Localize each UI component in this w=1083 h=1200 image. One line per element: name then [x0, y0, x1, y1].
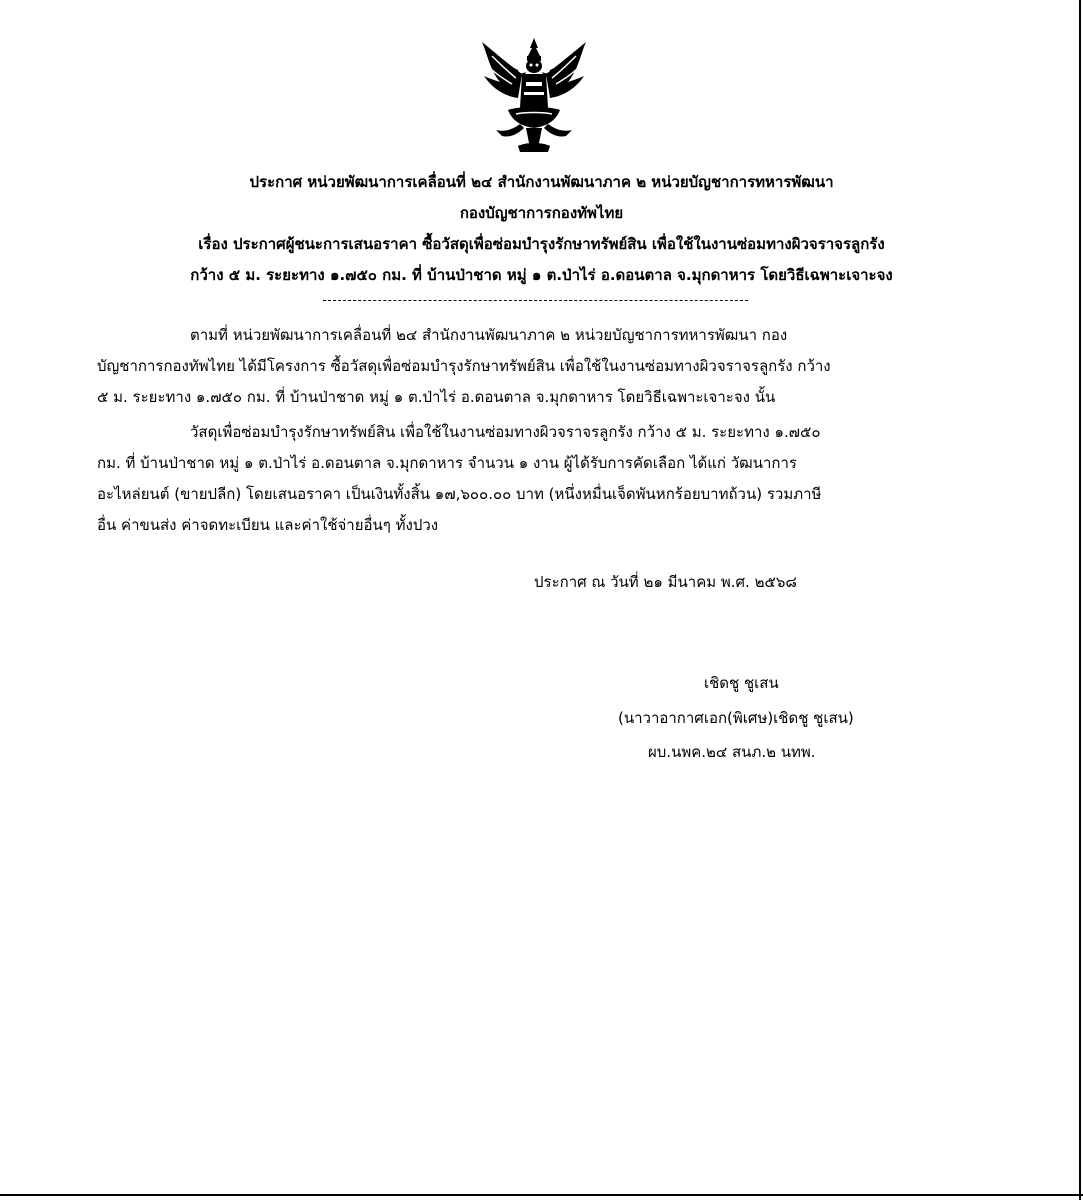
heading-title: ประกาศ หน่วยพัฒนาการเคลื่อนที่ ๒๔ สำนักงานพัฒนาภาค ๒ หน่วยบัญชาการทหารพัฒนา	[249, 173, 834, 191]
paragraph2-line1: วัสดุเพื่อซ่อมบำรุงรักษาทรัพย์สิน เพื่อใช้ในงานซ่อมทางผิวจราจรลูกรัง กว้าง ๕ ม. ระยะทาง ๑.๗๕๐	[190, 423, 821, 441]
signatory-position: ผบ.นพค.๒๔ สนภ.๒ นทพ.	[648, 743, 816, 761]
scan-border-bottom	[0, 1194, 1083, 1196]
paragraph2-line4: อื่น ค่าขนส่ง ค่าจดทะเบียน และค่าใช้จ่ายอื่นๆ ทั้งปวง	[97, 516, 439, 534]
garuda-emblem-icon	[478, 36, 590, 154]
paragraph2-line2: กม. ที่ บ้านป่าชาด หมู่ ๑ ต.ป่าไร่ อ.ดอนตาล จ.มุกดาหาร จำนวน ๑ งาน ผู้ได้รับการคัดเลือก ได้แก่ วัฒนาการ	[97, 454, 797, 472]
announcement-date: ประกาศ ณ วันที่ ๒๑ มีนาคม พ.ศ. ๒๕๖๘	[534, 573, 797, 591]
heading-subject: เรื่อง ประกาศผู้ชนะการเสนอราคา ซื้อวัสดุเพื่อซ่อมบำรุงรักษาทรัพย์สิน เพื่อใช้ในงานซ่อมทางผิวจราจรลูกรัง	[198, 235, 885, 253]
paragraph1-line1: ตามที่ หน่วยพัฒนาการเคลื่อนที่ ๒๔ สำนักงานพัฒนาภาค ๒ หน่วยบัญชาการทหารพัฒนา กอง	[190, 326, 788, 344]
signature-name: เชิดชู ชูเสน	[704, 674, 779, 692]
paragraph1-line3: ๕ ม. ระยะทาง ๑.๗๕๐ กม. ที่ บ้านป่าชาด หมู่ ๑ ต.ป่าไร่ อ.ดอนตาล จ.มุกดาหาร โดยวิธีเฉพาะเจาะจง นั้น	[97, 388, 776, 406]
heading-divider	[323, 300, 748, 301]
heading-subject-continued: กว้าง ๕ ม. ระยะทาง ๑.๗๕๐ กม. ที่ บ้านป่าชาด หมู่ ๑ ต.ป่าไร่ อ.ดอนตาล จ.มุกดาหาร โดยวิธีเฉพาะเจาะจง	[190, 266, 893, 284]
heading-organization: กองบัญชาการกองทัพไทย	[459, 204, 624, 222]
paragraph2-line3: อะไหล่ยนต์ (ขายปลีก) โดยเสนอราคา เป็นเงินทั้งสิ้น ๑๗,๖๐๐.๐๐ บาท (หนึ่งหมื่นเจ็ดพันหกร้อยบาทถ้วน) รวมภาษี	[97, 485, 822, 503]
paragraph1-line2: บัญชาการกองทัพไทย ได้มีโครงการ ซื้อวัสดุเพื่อซ่อมบำรุงรักษาทรัพย์สิน เพื่อใช้ในงานซ่อมทางผิวจราจรลูกรัง กว้าง	[97, 357, 831, 375]
signatory-full-name: (นาวาอากาศเอก(พิเศษ)เชิดชู ชูเสน)	[618, 709, 854, 727]
